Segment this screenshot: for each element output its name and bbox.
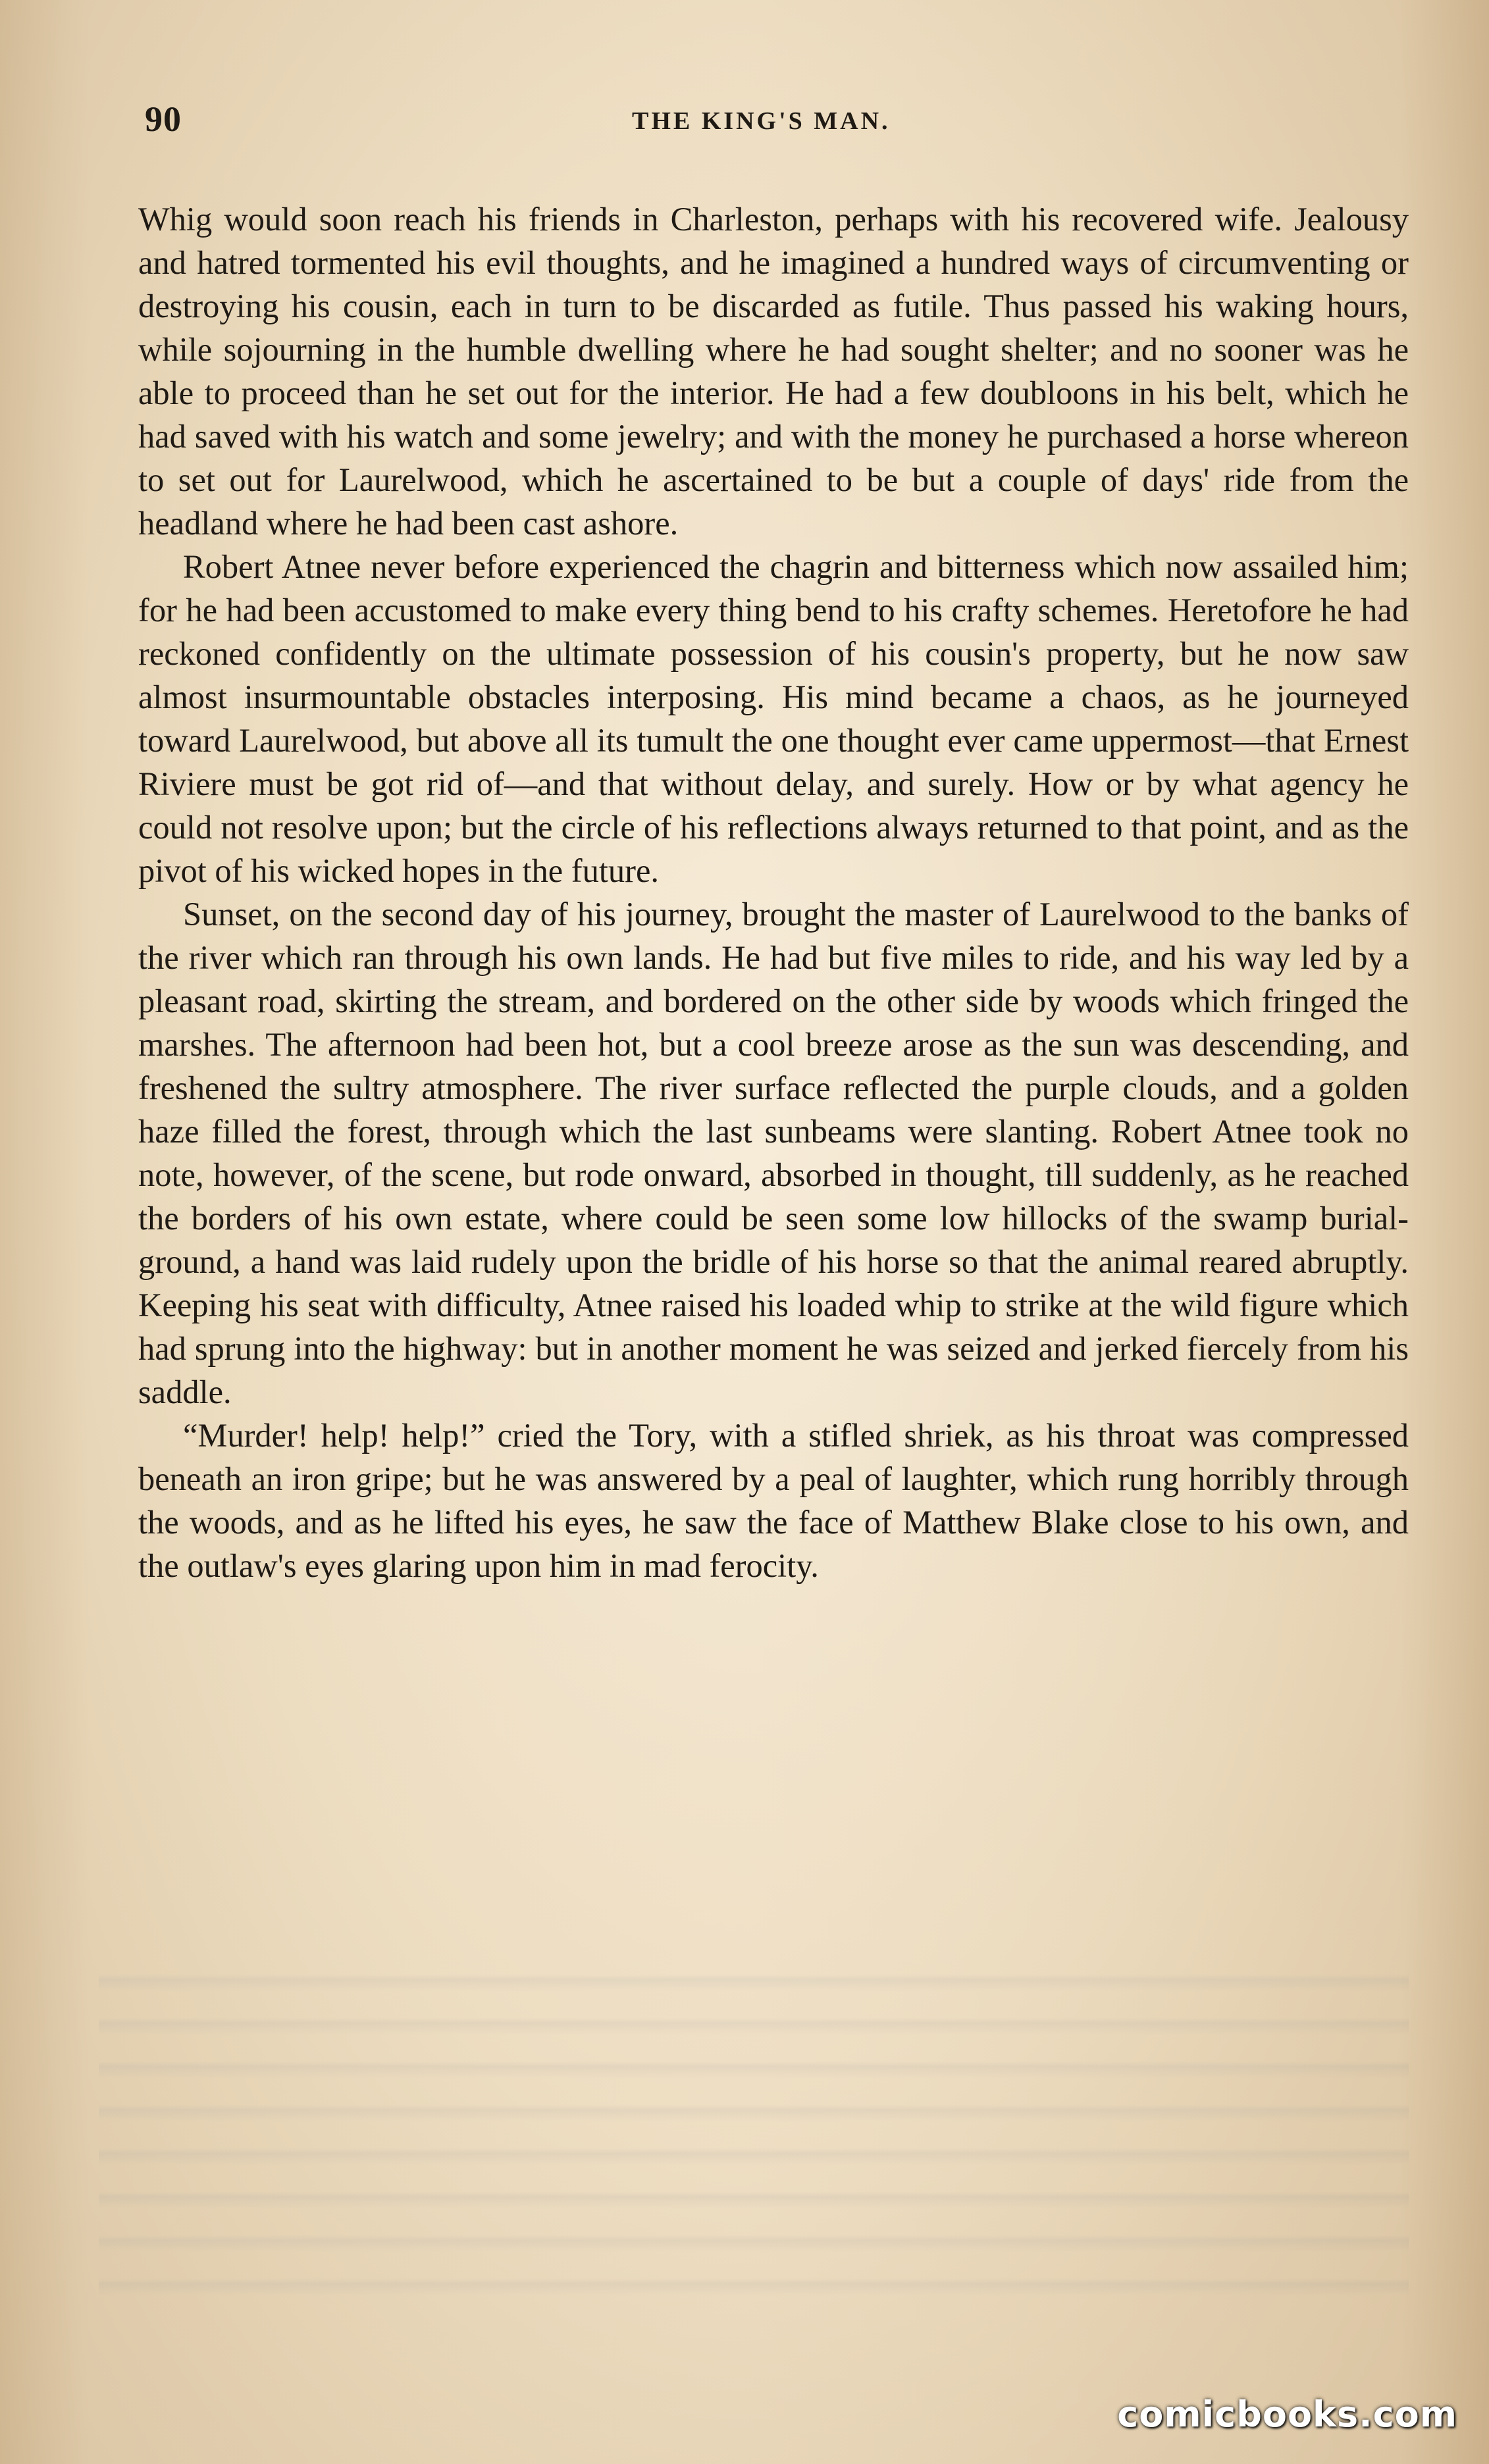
- watermark: comicbooks.com: [1117, 2394, 1457, 2435]
- body-text: [138, 197, 1409, 1587]
- show-through-text: [99, 1948, 1409, 2317]
- paragraph: “Murder! help! help!” cried the Tory, with a stifled shriek, as his throat was compressed beneath an iron gripe; but he was answered by a peal of laughter, which rung horribly through the woods, and as he lifted his eyes, he saw the face of Matthew Blake close to his own, and the outlaw's eyes glaring upon him in mad ferocity.: [138, 1417, 1409, 1584]
- paragraph: Robert Atnee never before experienced the chagrin and bitterness which now assailed him; for he had been accustomed to make every thing bend to his crafty schemes. Heretofore he had reckoned confidently on the ultimate possession of his cousin's property, but he now saw almost insurmountable obstacles interposing. His mind became a chaos, as he journeyed toward Laurelwood, but above all its tumult the one thought ever came uppermost—that Ernest Riviere must be got rid of—and that without delay, and surely. How or by what agency he could not resolve upon; but the circle of his reflections always returned to that point, and as the pivot of his wicked hopes in the future.: [138, 548, 1409, 889]
- paragraph: Whig would soon reach his friends in Charleston, perhaps with his recovered wife. Jealousy and hatred tormented his evil thoughts, and he imagined a hundred ways of circumventing or destroying his cousin, each in turn to be discarded as futile. Thus passed his waking hours, while sojourning in the humble dwelling where he had sought shelter; and no sooner was he able to proceed than he set out for the interior. He had a few doubloons in his belt, which he had saved with his watch and some jewelry; and with the money he purchased a horse whereon to set out for Laurelwood, which he ascertained to be but a couple of days' ride from the headland where he had been cast ashore.: [138, 201, 1409, 542]
- paragraph: Sunset, on the second day of his journey, brought the master of Laurelwood to the banks of the river which ran through his own lands. He had but five miles to ride, and his way led by a pleasant road, skirting the stream, and bordered on the other side by woods which fringed the marshes. The afternoon had been hot, but a cool breeze arose as the sun was descending, and freshened the sultry atmosphere. The river surface reflected the purple clouds, and a golden haze filled the forest, through which the last sunbeams were slanting. Robert Atnee took no note, however, of the scene, but rode onward, absorbed in thought, till suddenly, as he reached the borders of his own estate, where could be seen some low hillocks of the swamp burial-ground, a hand was laid rudely upon the bridle of his horse so that the animal reared abruptly. Keeping his seat with difficulty, Atnee raised his loaded whip to strike at the wild figure which had sprung into the highway: but in another moment he was seized and jerked fiercely from his saddle.: [138, 896, 1409, 1410]
- page-header: [145, 99, 1396, 145]
- running-head: THE KING'S MAN.: [632, 107, 891, 135]
- page-number: 90: [145, 99, 182, 139]
